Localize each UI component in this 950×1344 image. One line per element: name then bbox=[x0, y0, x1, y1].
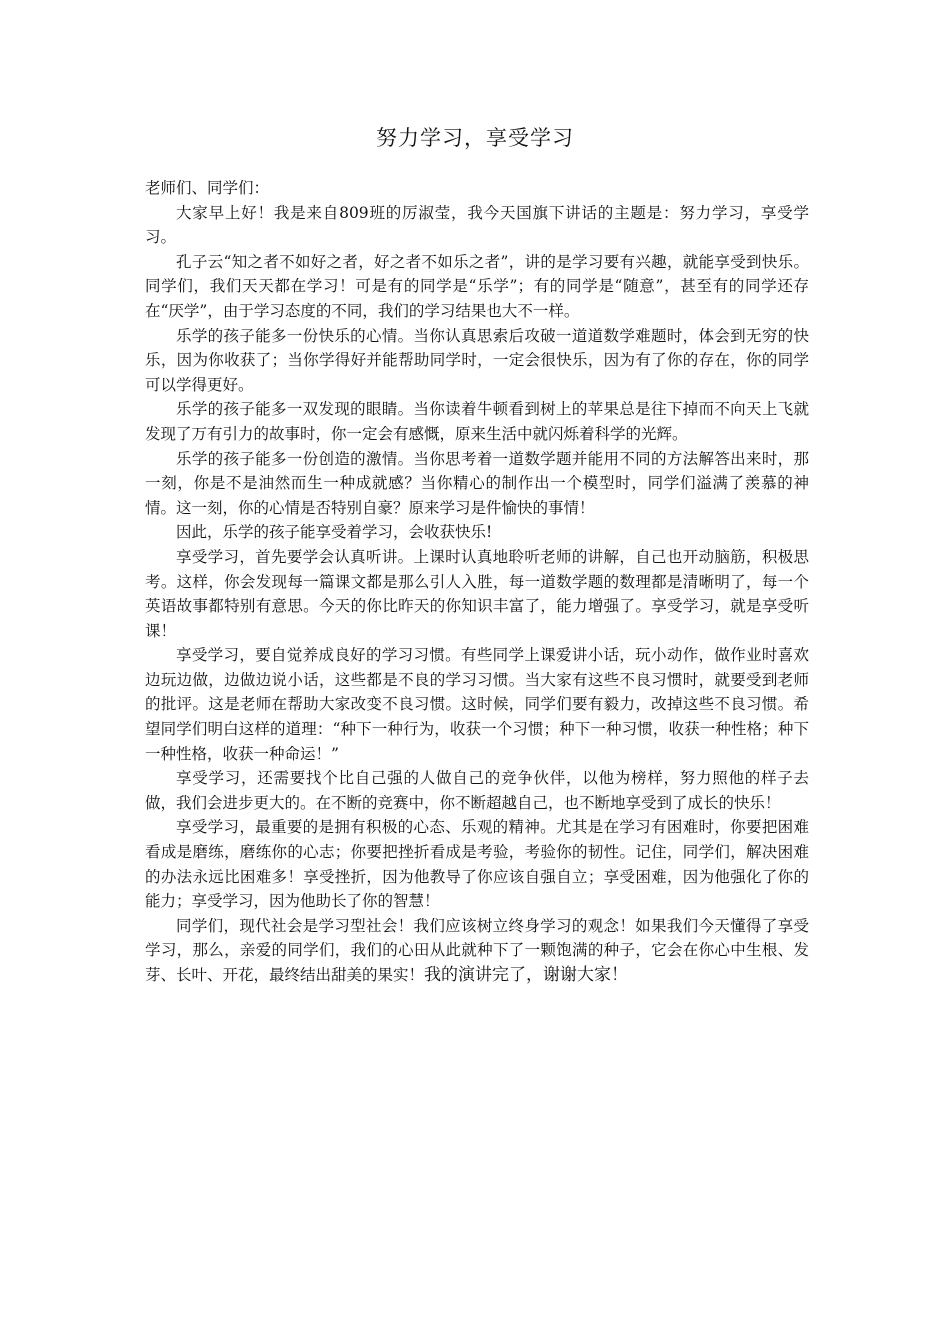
closing-remark: 我的演讲完了，谢谢大家！ bbox=[424, 965, 629, 985]
salutation: 老师们、同学们： bbox=[145, 179, 270, 197]
paragraph-therefore: 因此，乐学的孩子能享受着学习，会收获快乐! bbox=[176, 523, 493, 542]
paragraph-attitude: 享受学习，最重要的是拥有积极的心态、乐观的精神。尤其是在学习有困难时，你要把困难看成是磨练，磨练你的心志；你要把挫折看成是考验，考验你的韧性。记住，同学们，解决困难的办法永远比困难多！享受挫折，因为他教导了你应该自强自立；享受困难，因为他强化了你的能力；享受学习，因为他助长了你的智慧！ bbox=[145, 818, 809, 911]
document-title: 努力学习，享受学习 bbox=[376, 126, 574, 150]
paragraph-discovering-eyes: 乐学的孩子能多一双发现的眼睛。当你读着牛顿看到树上的苹果总是往下掉而不向天上飞就发现了万有引力的故事时，你一定会有感慨，原来生活中就闪烁着科学的光辉。 bbox=[145, 400, 809, 443]
paragraph-happy-mood: 乐学的孩子能多一份快乐的心情。当你认真思索后攻破一道道数学难题时，体会到无穷的快乐，因为你收获了；当你学得好并能帮助同学时，一定会很快乐，因为有了你的存在，你的同学可以学得更好。 bbox=[145, 326, 809, 394]
paragraph-creative-passion: 乐学的孩子能多一份创造的激情。当你思考着一道数学题并能用不同的方法解答出来时，那一刻，你是不是油然而生一种成就感？当你精心的制作出一个模型时，同学们溢满了羡慕的神情。这一刻，你的心情是否特别自豪？原来学习是件愉快的事情！ bbox=[145, 449, 809, 517]
document-body bbox=[145, 176, 809, 988]
conclusion-text: 同学们，现代社会是学习型社会！我们应该树立终身学习的观念！如果我们今天懂得了享受学习，那么，亲爱的同学们，我们的心田从此就种下了一颗饱满的种子，它会在你心中生根、发芽、长叶、开花，最终结出甜美的果实！ bbox=[145, 916, 809, 984]
paragraph-greeting: 大家早上好！我是来自809班的厉淑莹，我今天国旗下讲话的主题是：努力学习，享受学习。 bbox=[145, 203, 809, 247]
paragraph-competition: 享受学习，还需要找个比自己强的人做自己的竞争伙伴，以他为榜样，努力照他的样子去做，我们会进步更大的。在不断的竞赛中，你不断超越自己，也不断地享受到了成长的快乐！ bbox=[145, 769, 809, 812]
paragraph-confucius: 孔子云“知之者不如好之者，好之者不如乐之者”，讲的是学习要有兴趣，就能享受到快乐。同学们，我们天天都在学习！可是有的同学是“乐学”；有的同学是“随意”，甚至有的同学还存在“厌学”，由于学习态度的不同，我们的学习结果也大不一样。 bbox=[145, 252, 809, 320]
paragraph-habits: 享受学习，要自觉养成良好的学习习惯。有些同学上课爱讲小话，玩小动作，做作业时喜欢边玩边做，边做边说小话，这些都是不良的学习习惯。当大家有这些不良习惯时，就要受到老师的批评。这是老师在帮助大家改变不良习惯。这时候，同学们要有毅力，改掉这些不良习惯。希望同学们明白这样的道理：“种下一种行为，收获一个习惯；种下一种习惯，收获一种性格；种下一种性格，收获一种命运！” bbox=[145, 646, 809, 763]
paragraph-conclusion bbox=[145, 914, 809, 988]
paragraph-listening: 享受学习，首先要学会认真听讲。上课时认真地聆听老师的讲解，自己也开动脑筋，积极思考。这样，你会发现每一篇课文都是那么引人入胜，每一道数学题的数理都是清晰明了，每一个英语故事都特别有意思。今天的你比昨天的你知识丰富了，能力增强了。享受学习，就是享受听课！ bbox=[145, 547, 809, 640]
